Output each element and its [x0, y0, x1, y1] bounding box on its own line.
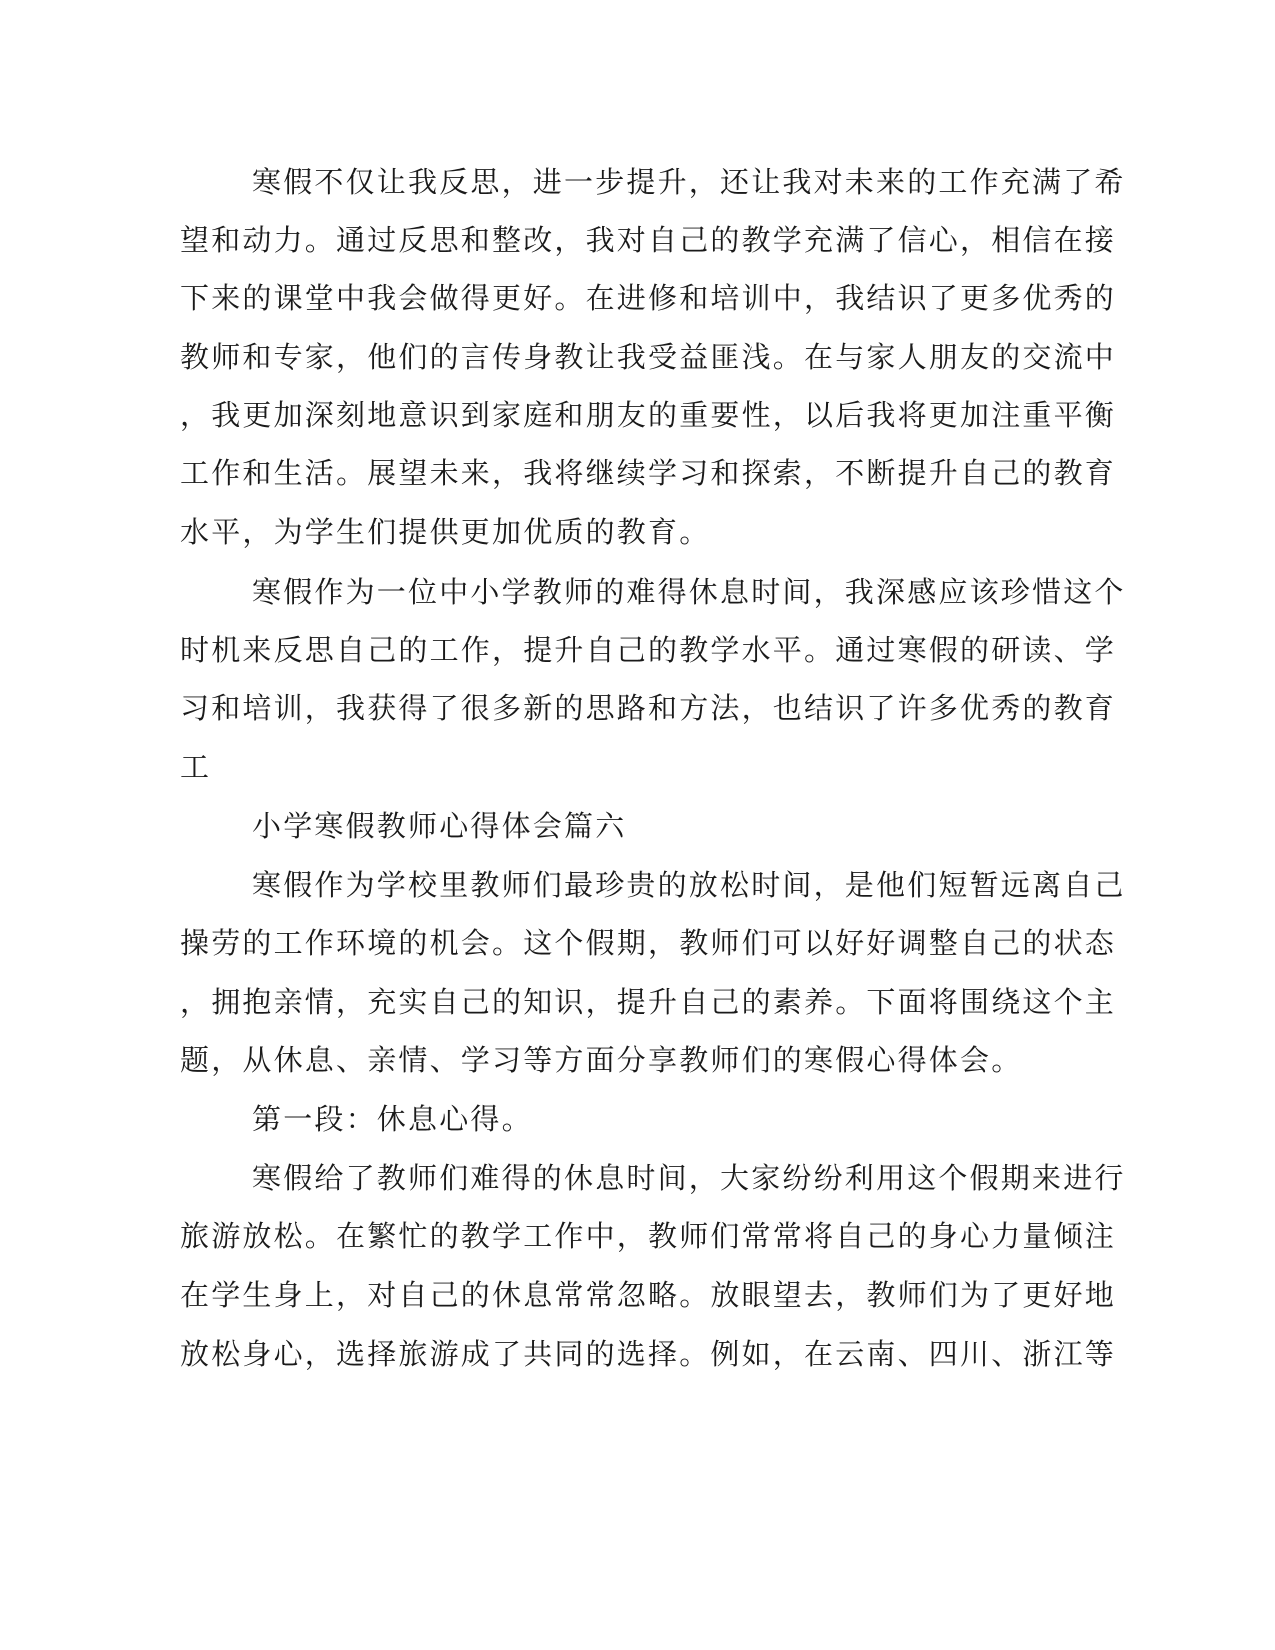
subsection-heading: 第一段：休息心得。	[252, 1102, 533, 1136]
paragraph-line: 时机来反思自己的工作，提升自己的教学水平。通过寒假的研读、学	[180, 633, 1117, 667]
paragraph-line: 教师和专家，他们的言传身教让我受益匪浅。在与家人朋友的交流中	[180, 340, 1117, 374]
paragraph-line: 工	[180, 750, 212, 784]
paragraph-line: 放松身心，选择旅游成了共同的选择。例如，在云南、四川、浙江等	[180, 1337, 1117, 1371]
paragraph-line: 寒假给了教师们难得的休息时间，大家纷纷利用这个假期来进行	[252, 1161, 1126, 1195]
paragraph-line: ，我更加深刻地意识到家庭和朋友的重要性，以后我将更加注重平衡	[180, 398, 1117, 432]
paragraph-line: 寒假作为一位中小学教师的难得休息时间，我深感应该珍惜这个	[252, 575, 1126, 609]
paragraph-line: 习和培训，我获得了很多新的思路和方法，也结识了许多优秀的教育	[180, 691, 1117, 725]
paragraph-line: 在学生身上，对自己的休息常常忽略。放眼望去，教师们为了更好地	[180, 1278, 1117, 1312]
paragraph-line: 旅游放松。在繁忙的教学工作中，教师们常常将自己的身心力量倾注	[180, 1219, 1117, 1253]
paragraph-line: ，拥抱亲情，充实自己的知识，提升自己的素养。下面将围绕这个主	[180, 985, 1117, 1019]
section-heading: 小学寒假教师心得体会篇六	[252, 809, 627, 843]
paragraph-line: 寒假作为学校里教师们最珍贵的放松时间，是他们短暂远离自己	[252, 868, 1126, 902]
paragraph-line: 寒假不仅让我反思，进一步提升，还让我对未来的工作充满了希	[252, 165, 1126, 199]
paragraph-line: 题，从休息、亲情、学习等方面分享教师们的寒假心得体会。	[180, 1043, 1023, 1077]
paragraph-line: 水平，为学生们提供更加优质的教育。	[180, 515, 711, 549]
paragraph-line: 操劳的工作环境的机会。这个假期，教师们可以好好调整自己的状态	[180, 926, 1117, 960]
paragraph-line: 下来的课堂中我会做得更好。在进修和培训中，我结识了更多优秀的	[180, 281, 1117, 315]
paragraph-line: 工作和生活。展望未来，我将继续学习和探索，不断提升自己的教育	[180, 456, 1117, 490]
paragraph-line: 望和动力。通过反思和整改，我对自己的教学充满了信心，相信在接	[180, 223, 1117, 257]
